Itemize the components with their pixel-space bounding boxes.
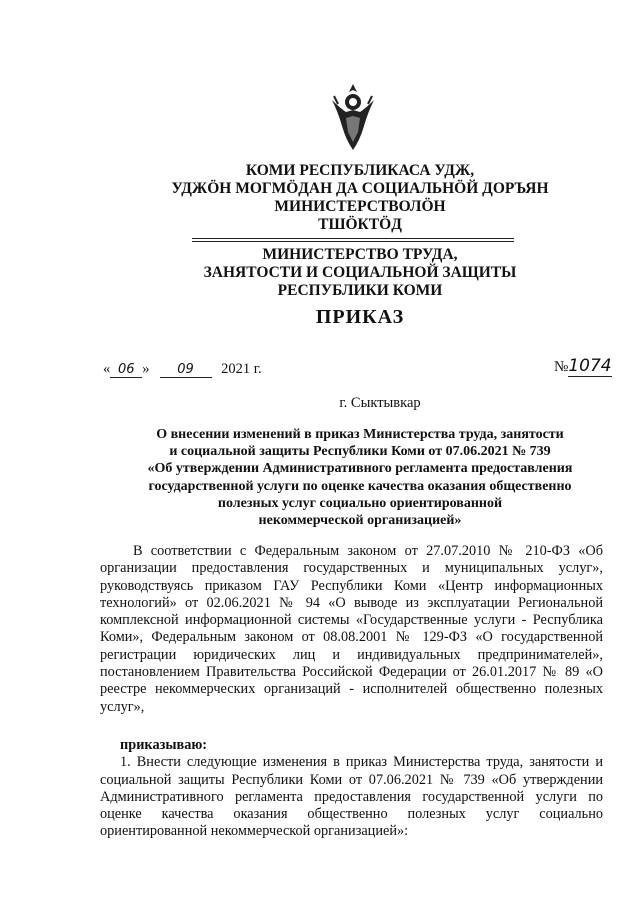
header-divider (192, 238, 514, 239)
title-line: государственной услуги по оценке качества оказания общественно (148, 478, 572, 494)
date-month: 09 (160, 362, 212, 378)
russian-ministry-name (0, 246, 640, 300)
title-line: полезных услуг социально ориентированной (217, 495, 503, 511)
title-line: О внесении изменений в приказ Министерства труда, занятости (156, 427, 564, 442)
title-line: «Об утверждении Административного регламента предоставления (147, 461, 573, 477)
preamble-paragraph: В соответствии с Федеральным законом от 27.07.2010 № 210-ФЗ «Об организации предоставления государственных и муниципальных услуг», руководствуясь приказом ГАУ Республики Коми «Центр информационных технологий» от 02.06.2021 № 94 «О выводе из эксплуатации Региональной комплексной информационной системы «Государственные услуги - Республика Коми», Федеральным законом от 08.08.2001 № 129-ФЗ «О государственной регистрации юридических лиц и индивидуальных предпринимателей», постановлением Правительства Российской Федерации от 26.01.2017 № 89 «О реестре некоммерческих организаций - исполнителей общественно полезных услуг», (100, 543, 603, 715)
ministry-line: МИНИСТЕРСТВО ТРУДА, (262, 246, 458, 263)
order-number (554, 356, 612, 376)
title-line: и социальной защиты Республики Коми от 07.06.2021 № 739 (169, 444, 551, 460)
document-type-heading: ПРИКАЗ (315, 306, 405, 328)
number-value: 1074 (568, 356, 612, 376)
komi-line: УДЖӦН МОГМӦДАН ДА СОЦИАЛЬНӦЙ ДОРЪЯН (171, 180, 549, 197)
ministry-line: РЕСПУБЛИКИ КОМИ (277, 282, 443, 299)
date-year: 2021 г. (221, 361, 262, 377)
komi-ministry-name (0, 162, 640, 234)
title-line: некоммерческой организацией» (258, 513, 462, 529)
order-word: приказываю: (120, 736, 208, 753)
number-prefix: № (554, 359, 569, 375)
ministry-line: ЗАНЯТОСТИ И СОЦИАЛЬНОЙ ЗАЩИТЫ (203, 264, 517, 281)
date-close-quote: » (142, 361, 150, 377)
date-open-quote: « (103, 361, 111, 377)
komi-line: КОМИ РЕСПУБЛИКАСА УДЖ, (245, 162, 475, 179)
order-date (103, 361, 262, 378)
date-day: 06 (110, 362, 142, 378)
order-body (100, 543, 603, 841)
item-1-paragraph: 1. Внести следующие изменения в приказ Министерства труда, занятости и социальной защиты Республики Коми от 07.06.2021 № 739 «Об утверждении Административного регламента предоставления государственной услуги по оценке качества оказания общественно полезных услуг социально ориентированной некоммерческой организацией»: (100, 754, 603, 840)
komi-line: МИНИСТЕРСТВОЛӦН (274, 198, 446, 215)
komi-line: ТШӦКТӦД (318, 216, 402, 233)
city: г. Сыктывкар (339, 395, 421, 411)
header-divider (192, 241, 514, 242)
komi-coat-of-arms-emblem (328, 82, 378, 154)
order-title (0, 426, 640, 529)
